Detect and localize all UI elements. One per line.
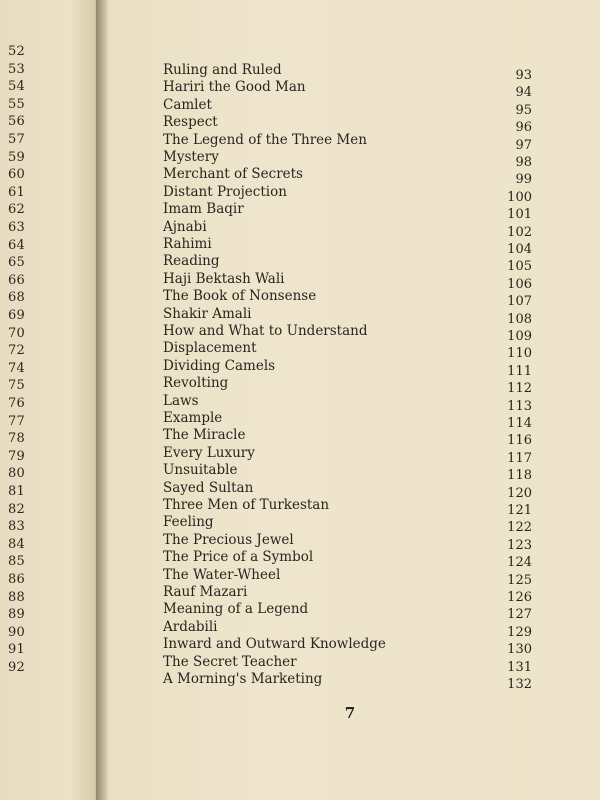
- toc-entry-page: 132: [507, 677, 532, 692]
- left-page-number: 54: [8, 79, 25, 95]
- toc-entry-title: The Water-Wheel: [163, 566, 281, 583]
- toc-entry-page: 98: [515, 155, 532, 170]
- toc-entry-title: A Morning's Marketing: [163, 671, 323, 687]
- left-page-number: 80: [8, 466, 25, 482]
- toc-entry-title: Ardabili: [163, 618, 218, 635]
- toc-entry-title: Ajnabi: [163, 218, 207, 235]
- left-page-number: 65: [8, 255, 25, 271]
- toc-entry-title: Displacement: [163, 340, 257, 357]
- toc-entry-page: 127: [507, 607, 532, 623]
- left-page-number: 68: [8, 290, 25, 306]
- toc-entry-page: 110: [507, 346, 532, 362]
- toc-entry-title: Reading: [163, 253, 220, 270]
- toc-entry-title: Rahimi: [163, 236, 212, 252]
- toc-entry-page: 93: [515, 68, 532, 83]
- page-number: 7: [344, 704, 356, 722]
- toc-entry-title: Haji Bektash Wali: [163, 270, 285, 287]
- toc-entry-title: Camlet: [163, 96, 212, 113]
- left-page-number: 59: [8, 149, 25, 165]
- left-page-number: 92: [8, 660, 25, 675]
- left-page-number: 53: [8, 61, 25, 77]
- left-page-number: 72: [8, 343, 25, 359]
- toc-entry-title: Hariri the Good Man: [163, 79, 306, 96]
- toc-entry-page: 108: [507, 311, 532, 327]
- left-page-number: 62: [8, 202, 25, 218]
- left-page-number: 55: [8, 96, 25, 112]
- left-page-number: 85: [8, 554, 25, 570]
- toc-entry-page: 112: [507, 381, 532, 397]
- toc-entry-page: 100: [507, 189, 532, 205]
- toc-entry-title: Merchant of Secrets: [163, 166, 303, 183]
- toc-entry-page: 120: [507, 485, 532, 501]
- left-page-number: 81: [8, 484, 25, 499]
- left-page-number: 60: [8, 167, 25, 183]
- left-page-number: 63: [8, 220, 25, 235]
- toc-entry-page: 96: [515, 120, 532, 136]
- toc-entry-page: 113: [507, 398, 532, 414]
- toc-entry-title: Mystery: [163, 149, 219, 165]
- toc-entry-title: How and What to Understand: [163, 323, 368, 339]
- toc-entry-title: Feeling: [163, 514, 214, 531]
- toc-entry-title: Ruling and Ruled: [163, 62, 282, 78]
- toc-entry-title: Dividing Camels: [163, 357, 276, 374]
- left-page-number: 79: [8, 448, 25, 464]
- left-page-number: 84: [8, 536, 25, 552]
- left-page-number: 64: [8, 237, 25, 253]
- left-page-number: 82: [8, 501, 25, 517]
- toc-entry-title: The Legend of the Three Men: [163, 131, 367, 148]
- toc-entry-title: Revolting: [163, 375, 229, 392]
- toc-entry-page: 99: [515, 172, 532, 188]
- toc-entry-page: 109: [507, 329, 532, 344]
- left-page-number: 69: [8, 308, 25, 323]
- left-page-number: 91: [8, 642, 25, 658]
- left-page-number: 57: [8, 132, 25, 147]
- toc-entry-title: Shakir Amali: [163, 305, 252, 322]
- toc-entry-title: Unsuitable: [163, 462, 238, 479]
- left-page-number: 90: [8, 624, 25, 640]
- left-page-number: 74: [8, 360, 25, 376]
- left-page-number: 52: [8, 44, 25, 59]
- toc-entry-page: 125: [507, 572, 532, 588]
- toc-entry-page: 111: [507, 363, 532, 379]
- left-page-number: 88: [8, 589, 25, 605]
- toc-entry-page: 117: [507, 450, 532, 466]
- toc-entry-title: The Miracle: [163, 427, 246, 444]
- toc-entry-title: The Book of Nonsense: [163, 288, 317, 305]
- toc-entry-title: Laws: [163, 392, 199, 409]
- left-page-number: 56: [8, 114, 25, 130]
- toc-entry-page: 130: [507, 642, 532, 658]
- toc-entry-page: 102: [507, 224, 532, 240]
- toc-entry-title: Rauf Mazari: [163, 584, 248, 600]
- toc-entry-page: 94: [515, 85, 532, 101]
- left-page-number: 86: [8, 572, 25, 587]
- left-page-number: 83: [8, 519, 25, 535]
- toc-entry-title: The Price of a Symbol: [163, 549, 314, 566]
- left-page-number: 89: [8, 607, 25, 623]
- toc-entry-page: 116: [507, 433, 532, 449]
- toc-entry-page: 124: [507, 555, 532, 571]
- toc-entry-page: 126: [507, 590, 532, 605]
- left-page-number: 66: [8, 272, 25, 288]
- toc-entry-title: Sayed Sultan: [163, 479, 254, 496]
- toc-entry-page: 122: [507, 520, 532, 536]
- toc-entry-page: 131: [507, 659, 532, 675]
- toc-entry-page: 114: [507, 416, 532, 431]
- toc-entry-page: 123: [507, 537, 532, 553]
- toc-entry-title: Distant Projection: [163, 183, 287, 200]
- toc-entry-title: Example: [163, 410, 223, 426]
- left-page-number: 75: [8, 378, 25, 394]
- toc-entry-title: The Precious Jewel: [163, 531, 294, 548]
- toc-entry-page: 101: [507, 207, 532, 223]
- left-page: [0, 0, 100, 800]
- toc-entry-title: Three Men of Turkestan: [163, 497, 330, 513]
- left-page-number: 61: [8, 184, 25, 200]
- toc-entry-page: 107: [507, 294, 532, 310]
- toc-entry-page: 121: [507, 503, 532, 518]
- toc-entry-page: 129: [507, 624, 532, 640]
- toc-entry-title: Respect: [163, 114, 218, 131]
- left-page-number: 78: [8, 431, 25, 447]
- toc-entry-title: Meaning of a Legend: [163, 601, 309, 618]
- toc-entry-page: 97: [515, 137, 532, 153]
- toc-entry-page: 106: [507, 276, 532, 292]
- toc-entry-page: 105: [507, 259, 532, 275]
- left-page-number: 70: [8, 325, 25, 341]
- toc-entry-title: Inward and Outward Knowledge: [163, 636, 386, 653]
- toc-entry-page: 104: [507, 242, 532, 257]
- left-page-number: 77: [8, 413, 25, 429]
- toc-entry-title: Every Luxury: [163, 444, 255, 461]
- toc-entry-page: 118: [507, 468, 532, 484]
- toc-entry-page: 95: [515, 102, 532, 118]
- toc-entry-title: Imam Baqir: [163, 201, 244, 218]
- left-page-number: 76: [8, 396, 25, 411]
- toc-entry-title: The Secret Teacher: [163, 653, 297, 670]
